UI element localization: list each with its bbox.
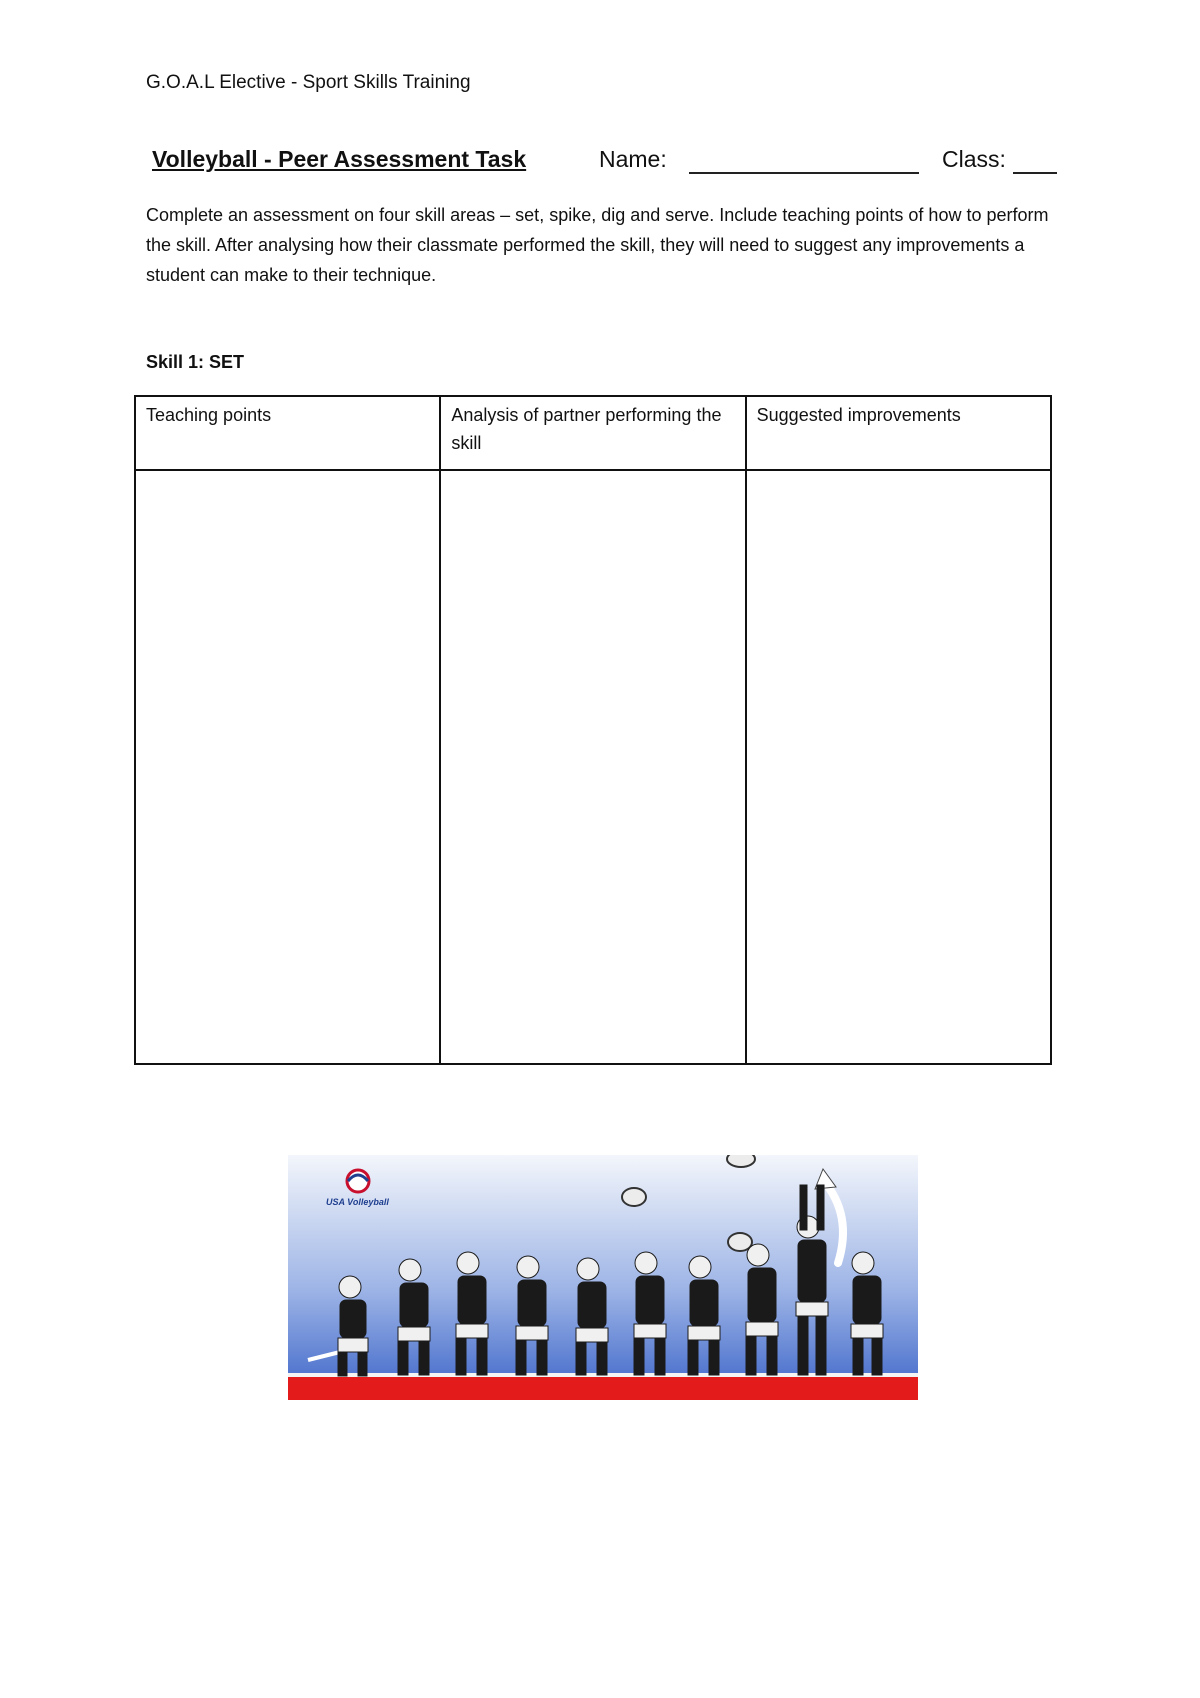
instructions-paragraph: Complete an assessment on four skill areas – set, spike, dig and serve. Include teaching points of how to perform the skill. After analysing how their classmate performed the skill, they will need to suggest any improvements a student can make to their technique. — [146, 205, 1049, 285]
page-header: G.O.A.L Elective - Sport Skills Training — [146, 72, 471, 93]
class-label: Class: — [942, 146, 1006, 172]
improvements-cell[interactable] — [746, 470, 1051, 1064]
column-header: Suggested improvements — [746, 396, 1051, 470]
teaching-points-cell[interactable] — [135, 470, 440, 1064]
name-field-line[interactable] — [689, 172, 919, 174]
column-header: Analysis of partner performing the skill — [440, 396, 745, 470]
title-row — [152, 146, 1052, 180]
ball — [727, 1155, 755, 1167]
assessment-table — [134, 395, 1052, 1065]
table-header-row — [135, 396, 1051, 470]
svg-text:USA Volleyball: USA Volleyball — [326, 1197, 389, 1207]
volleyball-set-sequence-illustration — [288, 1155, 918, 1400]
skill-heading: Skill 1: SET — [146, 352, 245, 372]
floor-strip — [288, 1377, 918, 1400]
class-field-line[interactable] — [1013, 172, 1057, 174]
column-header: Teaching points — [135, 396, 440, 470]
analysis-cell[interactable] — [440, 470, 745, 1064]
name-label: Name: — [599, 146, 667, 172]
page-title: Volleyball - Peer Assessment Task — [152, 146, 527, 172]
table-row — [135, 470, 1051, 1064]
ball — [622, 1188, 646, 1206]
ball — [728, 1233, 752, 1251]
